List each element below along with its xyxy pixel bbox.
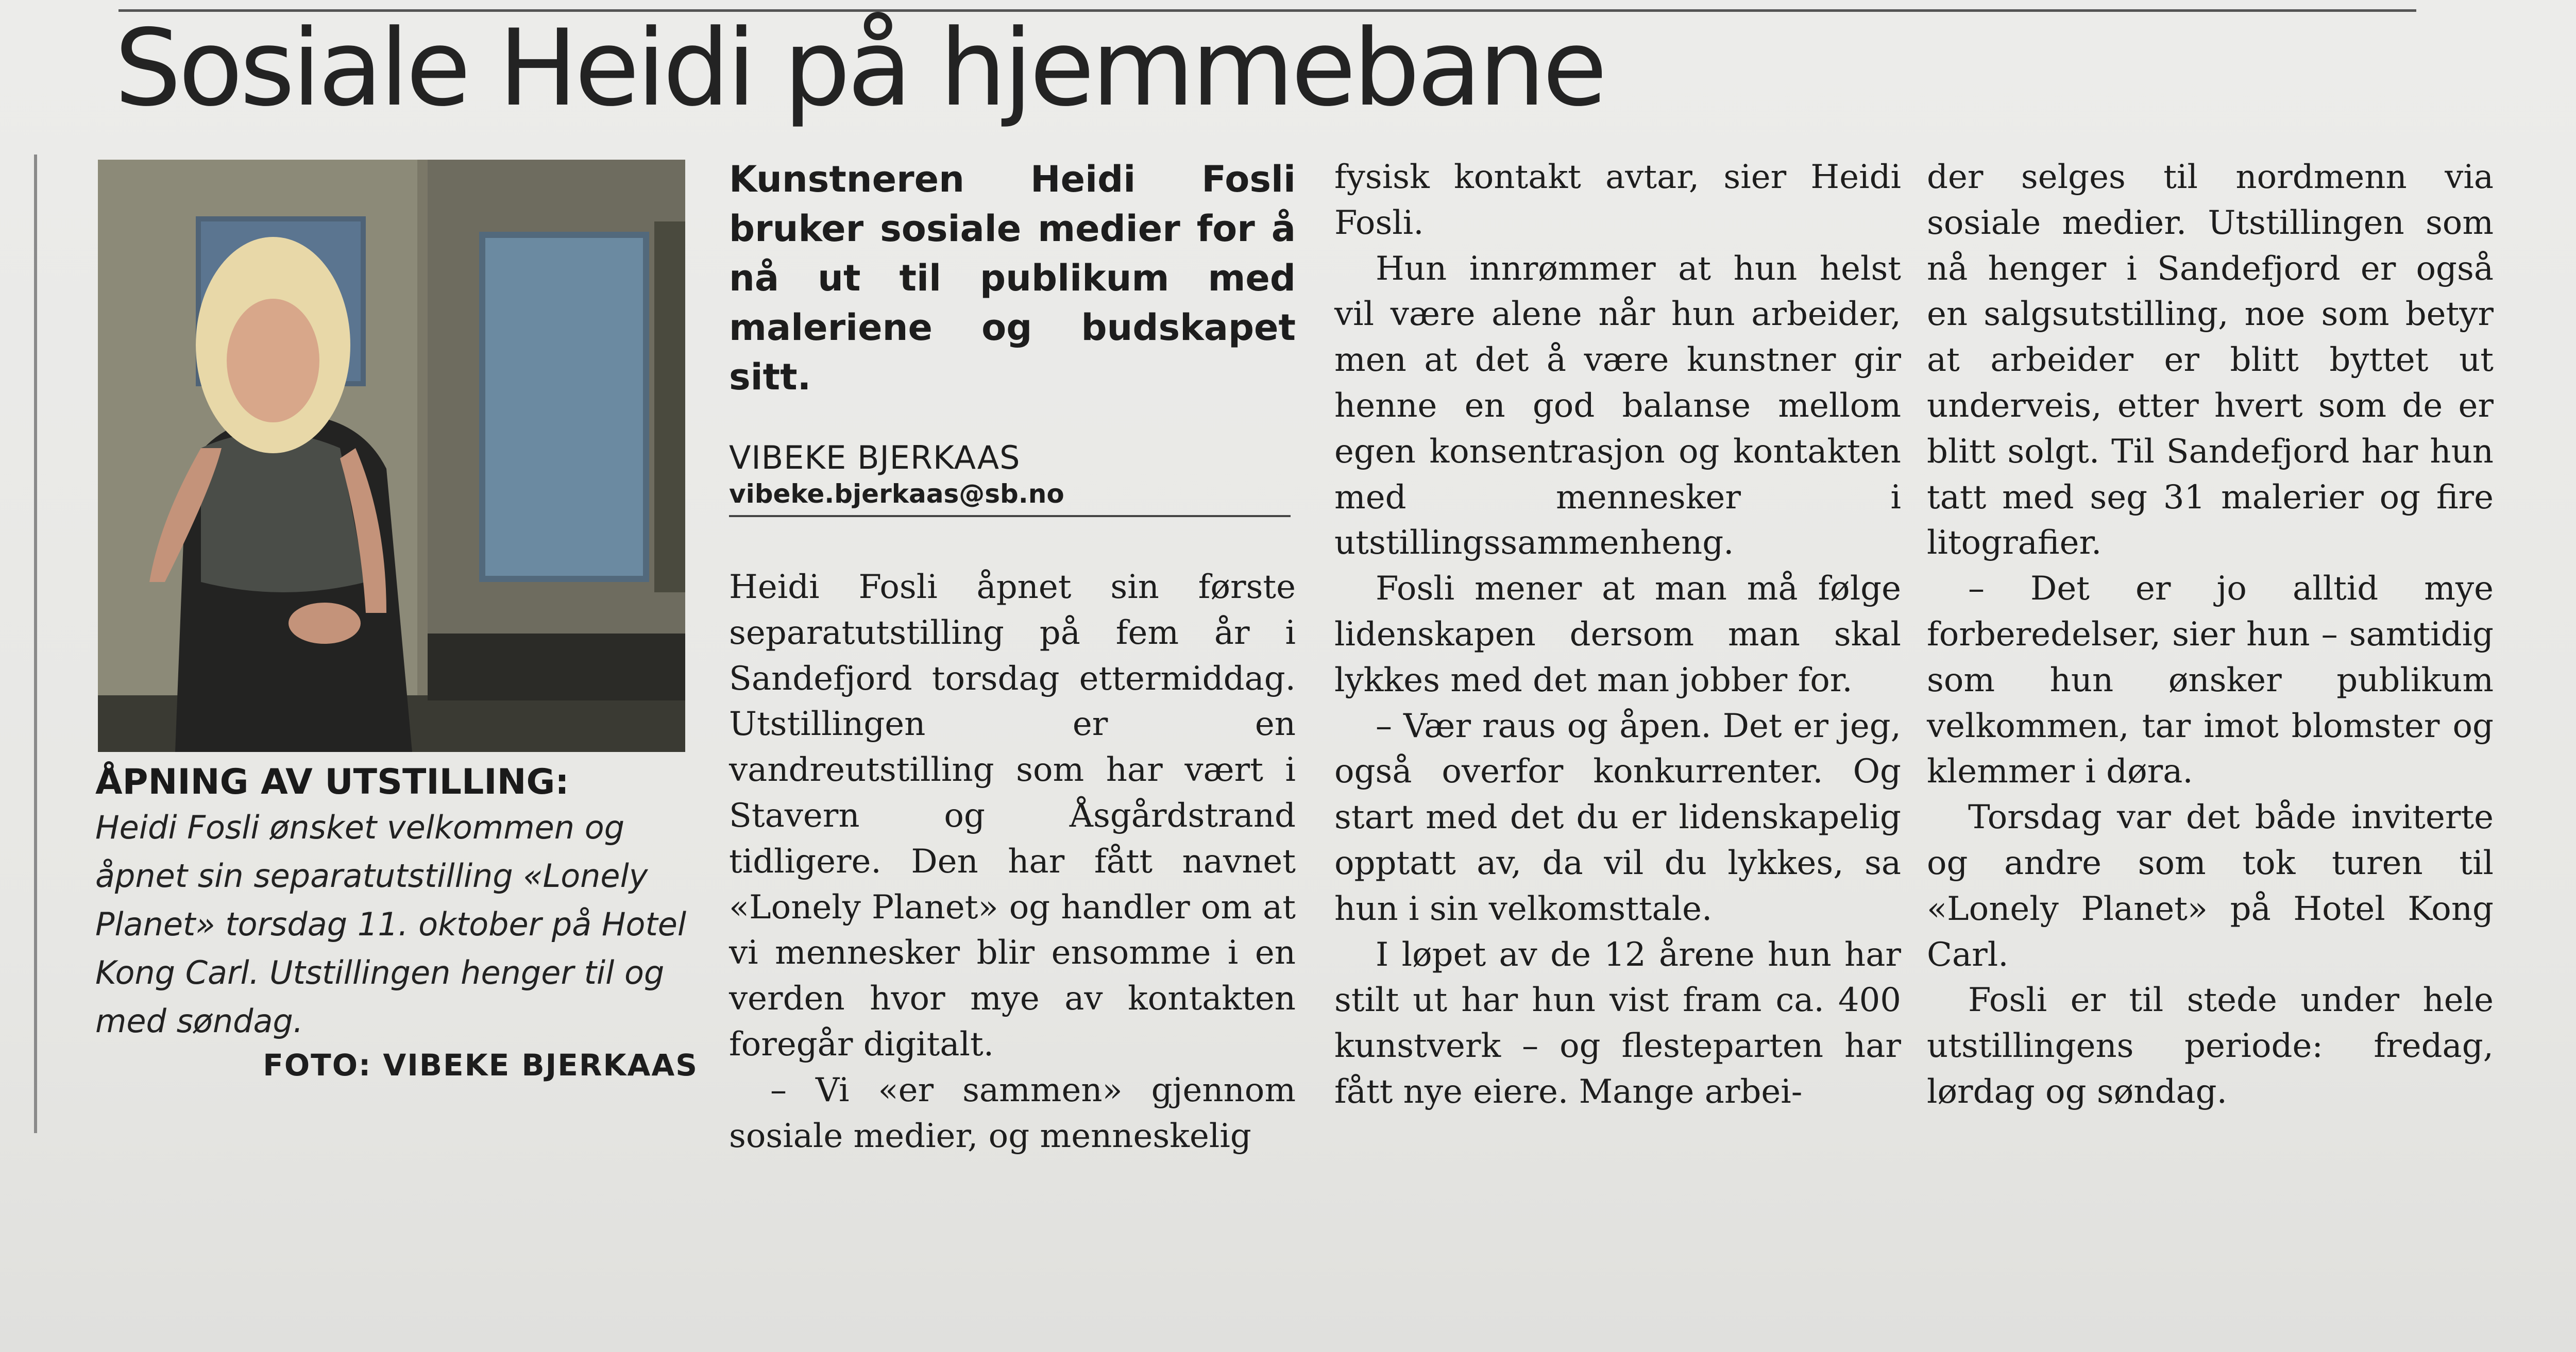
caption-title: ÅPNING AV UTSTILLING: — [95, 762, 569, 802]
paragraph: der selges til nordmenn via sosiale medier. Utstillingen som nå henger i Sandefjord er også en salgsutstilling, noe som betyr at arbeider er blitt byttet ut underveis, etter hvert som de er blitt solgt. Til Sandefjord har hun tatt med seg 31 malerier og fire litografier. — [1927, 158, 2494, 562]
article-column-1 — [729, 155, 1296, 1159]
left-rule — [34, 155, 37, 1133]
photo-heidi-fosli — [98, 160, 685, 752]
paragraph: – Vær raus og åpen. Det er jeg, også overfor konkurrenter. Og start med det du er lidenskapelig opptatt av, da vil du lykkes, sa hun i sin velkomsttale. — [1334, 707, 1901, 928]
paragraph: Fosli mener at man må følge lidenskapen dersom man skal lykkes med det man jobber for. — [1334, 570, 1901, 699]
paragraph: – Vi «er sammen» gjennom sosiale medier, og menneskelig — [729, 1071, 1296, 1155]
article-column-2 — [1334, 155, 1901, 1115]
ingress: Kunstneren Heidi Fosli bruker sosiale medier for å nå ut til publikum med maleriene og budskapet sitt. — [729, 158, 1296, 398]
article-column-3 — [1927, 155, 2494, 1115]
photo-caption — [95, 761, 698, 1083]
paragraph: I løpet av de 12 årene hun har stilt ut har hun vist fram ca. 400 kunstverk – og flesteparten har fått nye eiere. Mange arbei- — [1334, 935, 1901, 1111]
byline-rule — [729, 515, 1291, 517]
headline: Sosiale Heidi på hjemmebane — [114, 7, 1604, 130]
paragraph: fysisk kontakt avtar, sier Heidi Fosli. — [1334, 158, 1901, 242]
paragraph: Heidi Fosli åpnet sin første separatutstilling på fem år i Sandefjord torsdag ettermiddag. Utstillingen er en vandreutstilling som har vært i Stavern og Åsgårdstrand tidligere. Den har fått navnet «Lonely Planet» og handler om at vi mennesker blir ensomme i en verden hvor mye av kontakten foregår digitalt. — [729, 568, 1296, 1064]
photo-credit: FOTO: VIBEKE BJERKAAS — [263, 1047, 698, 1083]
byline-email: vibeke.bjerkaas@sb.no — [729, 479, 1064, 509]
body-text-column-1 — [729, 564, 1296, 1159]
paragraph: – Det er jo alltid mye forberedelser, sier hun – samtidig som hun ønsker publikum velkommen, tar imot blomster og klemmer i døra. — [1927, 570, 2494, 791]
photo-illustration — [98, 160, 685, 752]
caption-text: Heidi Fosli ønsket velkommen og åpnet sin separatutstilling «Lonely Planet» torsdag 11. oktober på Hotel Kong Carl. Utstillingen henger til og med søndag. — [95, 808, 687, 1040]
byline — [729, 438, 1296, 517]
paragraph: Fosli er til stede under hele utstillingens periode: fredag, lørdag og søndag. — [1927, 981, 2494, 1111]
paragraph: Torsdag var det både inviterte og andre som tok turen til «Lonely Planet» på Hotel Kong Carl. — [1927, 798, 2494, 974]
paragraph: Hun innrømmer at hun helst vil være alene når hun arbeider, men at det å være kunstner gir henne en god balanse mellom egen konsentrasjon og kontakten med mennesker i utstillingssammenheng. — [1334, 249, 1901, 562]
byline-name: VIBEKE BJERKAAS — [729, 439, 1021, 476]
